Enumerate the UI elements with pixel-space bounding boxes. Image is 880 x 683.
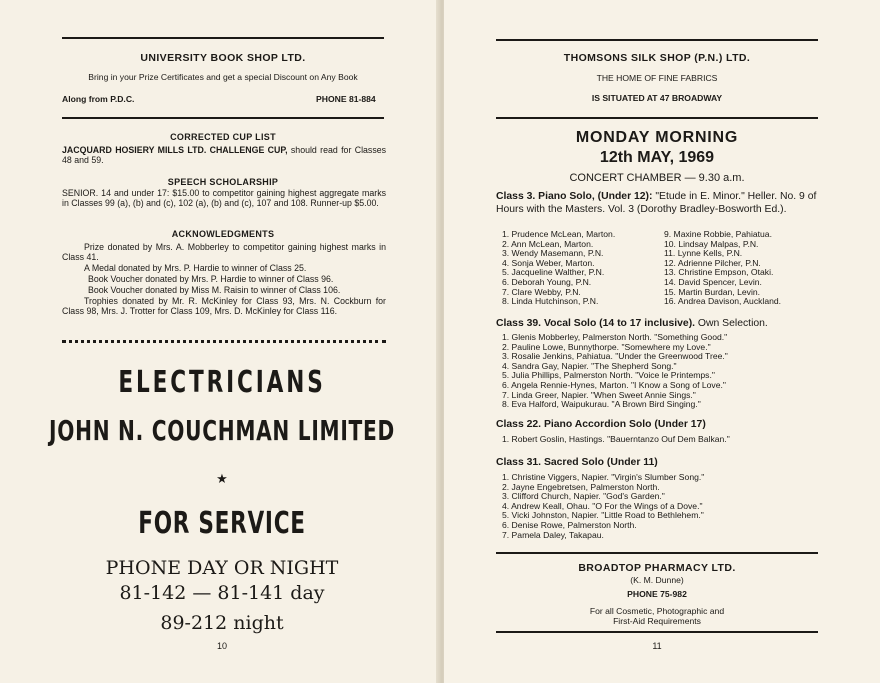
ack-item: Prize donated by Mrs. A. Mobberley to competitor gaining highest marks in Class 41. bbox=[62, 242, 386, 263]
cup-list-text bbox=[62, 145, 386, 166]
page-number: 11 bbox=[652, 641, 662, 651]
session-venue: CONCERT CHAMBER — 9.30 a.m. bbox=[569, 172, 745, 184]
cup-list-title: CORRECTED CUP LIST bbox=[170, 132, 276, 142]
list-item: 5. Julia Phillips, Palmerston North. "Voice le Printemps." bbox=[502, 370, 715, 381]
list-item: 7. Pamela Daley, Takapau. bbox=[502, 529, 604, 540]
class-3-heading bbox=[496, 191, 826, 216]
list-item: 5. Jacqueline Walther, P.N. bbox=[502, 267, 605, 278]
scholarship-text: SENIOR. 14 and under 17: $15.00 to competitor gaining highest aggregate marks in Classes 99 (a), (b) and (c), 102 (a), (b) and (c), 107 and 108. Runner-up $5.00. bbox=[62, 188, 386, 209]
list-item: 1. Christine Viggers, Napier. "Virgin's Slumber Song." bbox=[502, 472, 705, 482]
list-item: 8. Eva Halford, Waipukurau. "A Brown Bird Singing." bbox=[502, 399, 701, 410]
list-item: 11. Lynne Kells, P.N. bbox=[664, 248, 743, 259]
ad-service-text: FOR SERVICE bbox=[138, 506, 306, 541]
star-icon: ★ bbox=[216, 471, 228, 486]
bookshop-name: UNIVERSITY BOOK SHOP LTD. bbox=[140, 52, 306, 64]
ad-electricians bbox=[22, 365, 422, 400]
session-title: MONDAY MORNING bbox=[575, 129, 739, 146]
divider bbox=[496, 39, 818, 41]
ad-phone-heading: PHONE DAY OR NIGHT bbox=[105, 557, 339, 579]
list-item: 1. Glenis Mobberley, Palmerston North. "Something Good." bbox=[502, 332, 728, 342]
pharmacy-name: BROADTOP PHARMACY LTD. bbox=[578, 562, 736, 574]
list-item: 3. Clifford Church, Napier. "God's Garden." bbox=[502, 491, 665, 502]
bookshop-tagline: Bring in your Prize Certificates and get a special Discount on Any Book bbox=[88, 72, 358, 82]
list-item: 3. Rosalie Jenkins, Pahiatua. "Under the Greenwood Tree." bbox=[502, 351, 728, 362]
ad-phone-day: 81-142 — 81-141 day bbox=[119, 582, 325, 604]
right-page bbox=[444, 0, 880, 683]
pharmacy-tagline: First-Aid Requirements bbox=[613, 616, 701, 626]
divider bbox=[496, 631, 818, 633]
ack-item: Book Voucher donated by Mrs. P. Hardie to winner of Class 96. bbox=[88, 274, 334, 284]
list-item: 4. Sandra Gay, Napier. "The Shepherd Song." bbox=[502, 360, 677, 371]
ad-phone-night: 89-212 night bbox=[160, 612, 284, 634]
list-item: 4. Andrew Keall, Ohau. "O For the Wings of a Dove." bbox=[502, 500, 703, 511]
list-item: 4. Sonja Weber, Marton. bbox=[502, 257, 595, 268]
list-item: 13. Christine Empson, Otaki. bbox=[664, 267, 774, 278]
pharmacy-owner: (K. M. Dunne) bbox=[630, 575, 684, 585]
class-39-list bbox=[502, 333, 728, 410]
list-item: 12. Adrienne Pilcher, P.N. bbox=[664, 257, 761, 268]
silk-shop-name: THOMSONS SILK SHOP (P.N.) LTD. bbox=[563, 52, 751, 64]
ad-company-name: JOHN N. COUCHMAN LIMITED bbox=[49, 414, 395, 447]
class-description: Own Selection. bbox=[695, 318, 768, 329]
class-label: Class 39. Vocal Solo (14 to 17 inclusive). bbox=[496, 318, 696, 329]
list-item: 2. Jayne Engebretsen, Palmerston North. bbox=[502, 481, 660, 492]
ad-company bbox=[0, 414, 474, 447]
pharmacy-tagline: For all Cosmetic, Photographic and bbox=[589, 606, 725, 616]
list-item: 14. David Spencer, Levin. bbox=[664, 276, 762, 287]
divider bbox=[496, 117, 818, 119]
list-item: 3. Wendy Masemann, P.N. bbox=[502, 248, 604, 259]
list-item: 2. Ann McLean, Marton. bbox=[502, 238, 594, 249]
list-item: 15. Martin Burdan, Levin. bbox=[664, 286, 761, 297]
list-item: 6. Angela Rennie-Hynes, Marton. "I Know a Song of Love." bbox=[502, 379, 726, 390]
list-item: 16. Andrea Davison, Auckland. bbox=[664, 296, 782, 307]
dotted-divider bbox=[62, 340, 386, 343]
class-description: "Etude in E. Minor." Heller. No. 9 of Hours with the Masters. Vol. 3 (Dorothy Bradley-Bosworth Ed.). bbox=[496, 191, 817, 215]
class-3-list-left bbox=[502, 230, 615, 307]
class-39-heading bbox=[496, 318, 768, 331]
pharmacy-phone: PHONE 75-982 bbox=[627, 589, 687, 599]
list-item: 1. Robert Goslin, Hastings. "Bauerntanzo Ouf Dem Balkan." bbox=[502, 434, 730, 444]
session-date: 12th MAY, 1969 bbox=[599, 149, 715, 166]
divider bbox=[62, 117, 384, 119]
list-item: 5. Vicki Johnston, Napier. "Little Road to Bethlehem." bbox=[502, 510, 704, 521]
silk-shop-tagline: THE HOME OF FINE FABRICS bbox=[596, 73, 718, 83]
class-3-list-right bbox=[664, 230, 781, 307]
cup-detail: should read for Classes 48 and 59. bbox=[62, 145, 387, 166]
ack-item: Trophies donated by Mr. R. McKinley for Class 93, Mrs. N. Cockburn for Class 98, Mrs. J. Trotter for Class 109, Mrs. D. McKinley for Class 116. bbox=[62, 296, 386, 317]
scholarship-title: SPEECH SCHOLARSHIP bbox=[167, 177, 279, 187]
class-31-list bbox=[502, 473, 704, 540]
list-item: 2. Pauline Lowe, Bunnythorpe. "Somewhere my Love." bbox=[502, 341, 711, 352]
list-item: 1. Prudence McLean, Marton. bbox=[502, 229, 616, 239]
divider bbox=[62, 37, 384, 39]
class-22-list bbox=[502, 435, 730, 445]
acknowledgments-title: ACKNOWLEDGMENTS bbox=[171, 229, 275, 239]
ad-heading: ELECTRICIANS bbox=[118, 365, 326, 400]
ad-service bbox=[22, 506, 422, 541]
list-item: 10. Lindsay Malpas, P.N. bbox=[664, 238, 759, 249]
class-31-heading: Class 31. Sacred Solo (Under 11) bbox=[496, 457, 658, 468]
ack-item: Book Voucher donated by Miss M. Raisin to winner of Class 106. bbox=[88, 285, 341, 295]
list-item: 6. Denise Rowe, Palmerston North. bbox=[502, 519, 637, 530]
class-22-heading: Class 22. Piano Accordion Solo (Under 17) bbox=[496, 419, 706, 430]
list-item: 7. Clare Webby, P.N. bbox=[502, 286, 581, 297]
cup-name: JACQUARD HOSIERY MILLS LTD. CHALLENGE CUP, bbox=[62, 145, 288, 155]
bookshop-location: Along from P.D.C. bbox=[62, 94, 135, 104]
divider bbox=[496, 552, 818, 554]
ack-item: A Medal donated by Mrs. P. Hardie to winner of Class 25. bbox=[84, 263, 307, 273]
class-label: Class 3. Piano Solo, (Under 12): bbox=[496, 191, 653, 202]
list-item: 8. Linda Hutchinson, P.N. bbox=[502, 296, 599, 307]
list-item: 7. Linda Greer, Napier. "When Sweet Annie Sings." bbox=[502, 389, 696, 400]
list-item: 6. Deborah Young, P.N. bbox=[502, 276, 592, 287]
silk-shop-address: IS SITUATED AT 47 BROADWAY bbox=[591, 93, 723, 103]
bookshop-phone: PHONE 81-884 bbox=[316, 94, 376, 104]
page-number: 10 bbox=[216, 641, 227, 651]
list-item: 9. Maxine Robbie, Pahiatua. bbox=[664, 229, 772, 239]
